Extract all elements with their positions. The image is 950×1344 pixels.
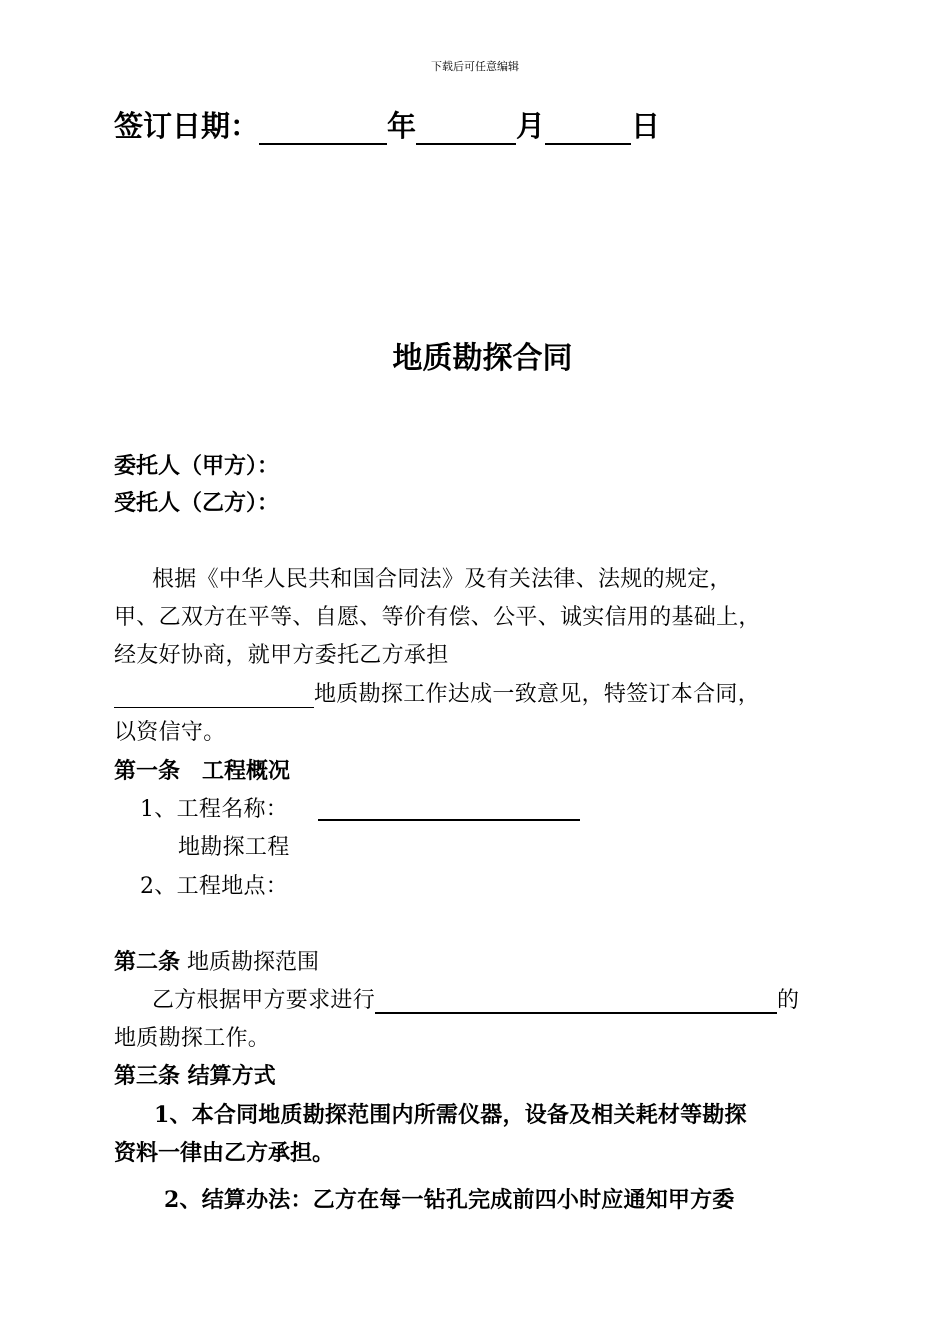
month-blank: [416, 113, 516, 145]
page-header-note: 下载后可任意编辑: [431, 60, 519, 73]
article-2-heading-text: 地质勘探范围: [187, 950, 320, 975]
article-2-heading-line: [114, 945, 319, 976]
client-party-label: 委托人（甲方）：: [114, 453, 280, 479]
article-2-body-line-1: [152, 983, 799, 1014]
preamble-line-2: 甲、乙双方在平等、自愿、等价有偿、公平、诚实信用的基础上，: [114, 605, 761, 630]
day-label: 日: [631, 109, 661, 143]
year-blank: [259, 113, 387, 145]
month-label: 月: [516, 109, 546, 143]
article-2-body-line-2: 地质勘探工作。: [114, 1026, 271, 1051]
project-location-label: 2、工程地点：: [140, 874, 289, 899]
document-title: 地质勘探合同: [392, 341, 573, 376]
day-blank: [545, 113, 631, 145]
signing-date-label: 签订日期：: [114, 109, 260, 143]
survey-scope-blank: [375, 988, 777, 1014]
article-3-item-1-line-1: 1、本合同地质勘探范围内所需仪器，设备及相关耗材等勘探: [154, 1102, 747, 1128]
preamble-line-1: 根据《中华人民共和国合同法》及有关法律、法规的规定，: [152, 567, 732, 592]
project-name-suffix: 地勘探工程: [178, 835, 290, 860]
signing-date-line: [114, 104, 660, 145]
article-2-body-prefix: 乙方根据甲方要求进行: [152, 988, 376, 1013]
project-scope-blank: [114, 683, 314, 708]
project-name-blank: [318, 795, 580, 821]
preamble-line-5: 以资信守。: [114, 720, 226, 745]
article-3-heading: 第三条 结算方式: [114, 1063, 276, 1089]
article-3-item-1-line-2: 资料一律由乙方承担。: [114, 1140, 335, 1166]
preamble-line-3: 经友好协商，就甲方委托乙方承担: [114, 643, 449, 668]
contractor-party-label: 受托人（乙方）：: [114, 490, 280, 516]
preamble-line-4-text: 地质勘探工作达成一致意见，特签订本合同，: [314, 682, 761, 707]
year-label: 年: [387, 109, 417, 143]
article-2-body-suffix: 的: [777, 988, 800, 1013]
article-1-heading: 第一条 工程概况: [114, 758, 291, 784]
article-2-heading: 第二条: [114, 949, 181, 975]
article-3-item-2-line-1: 2、结算办法：乙方在每一钻孔完成前四小时应通知甲方委: [164, 1187, 735, 1213]
preamble-line-4: [114, 677, 760, 708]
project-name-label: 1、工程名称：: [140, 797, 289, 822]
article-1-item-1: [140, 792, 288, 823]
